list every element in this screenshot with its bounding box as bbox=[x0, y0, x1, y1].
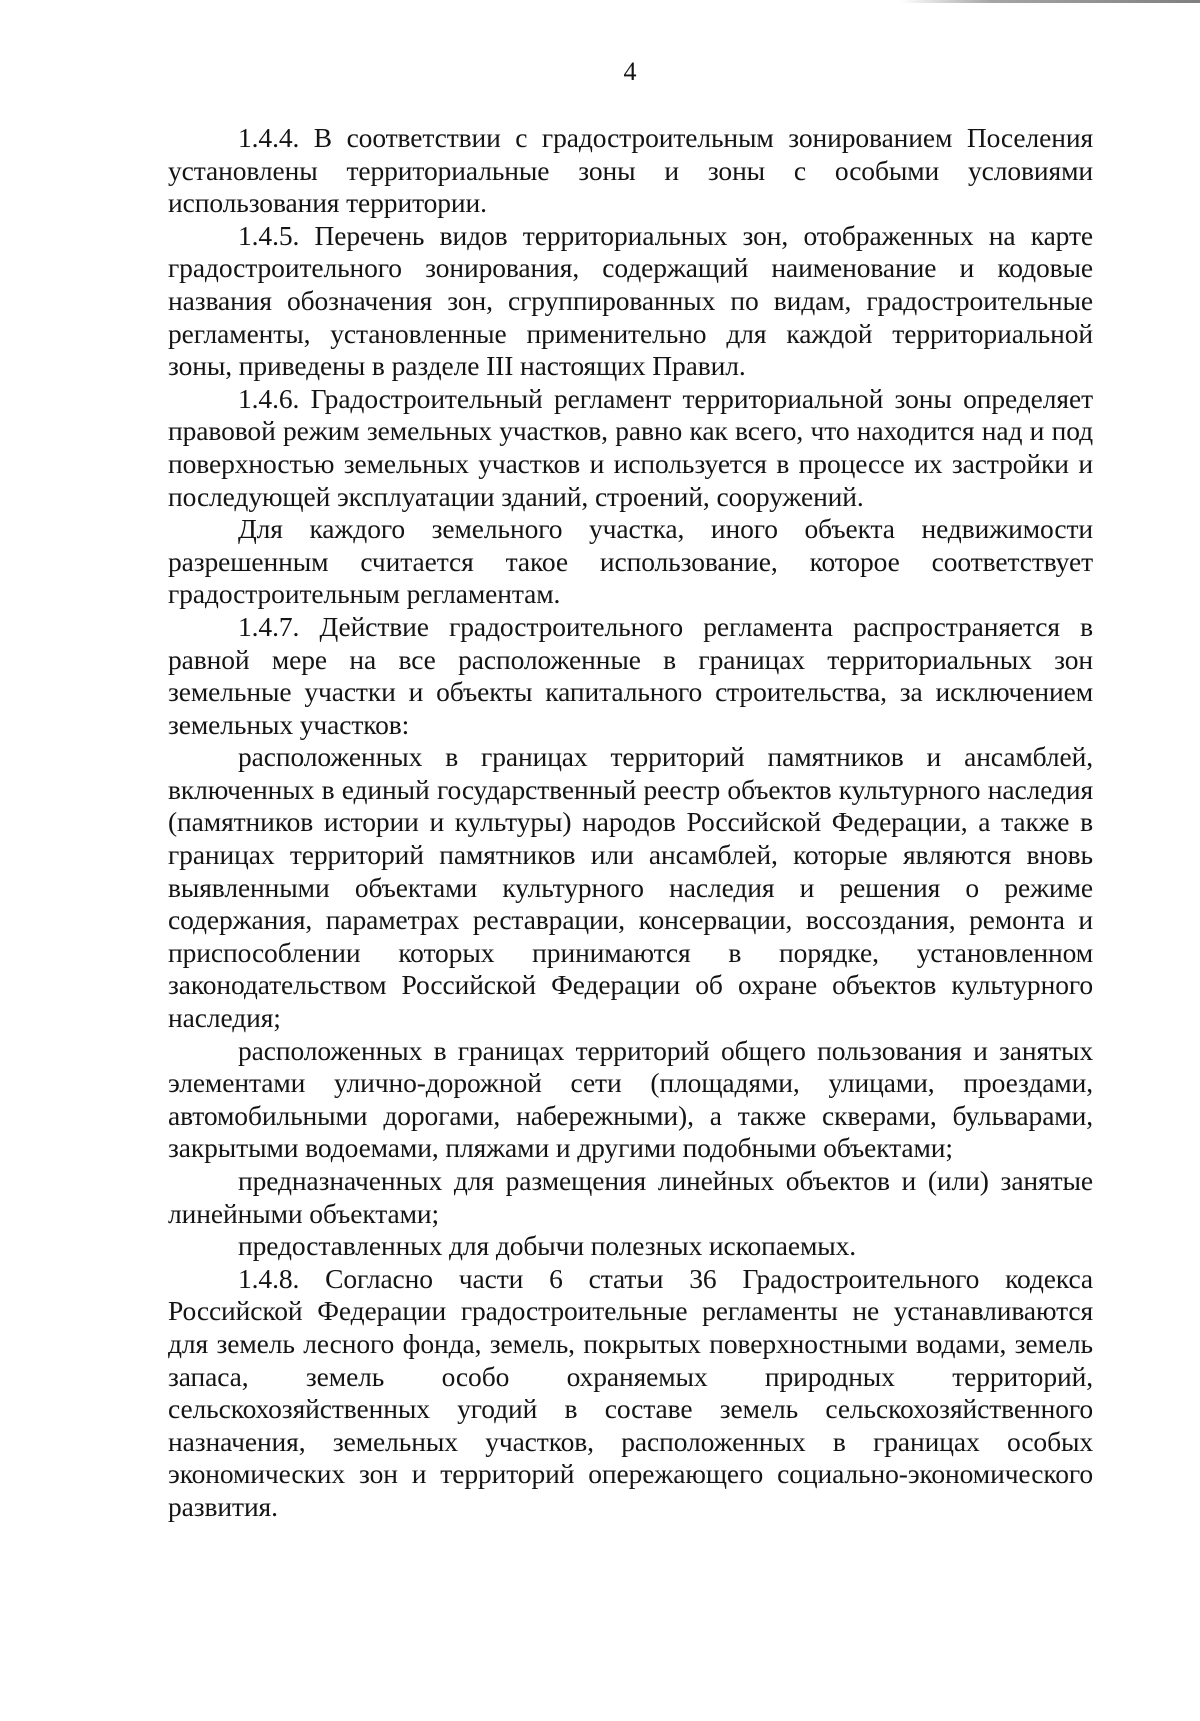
paragraph-land-use: Для каждого земельного участка, иного объекта недвижимости разрешенным считается такое использование, которое соответствует градостроительным регламентам. bbox=[168, 513, 1093, 610]
paragraph-exception-mining: предоставленных для добычи полезных ископаемых. bbox=[238, 1230, 857, 1262]
paragraph-1-4-8: 1.4.8. Согласно части 6 статьи 36 Градостроительного кодекса Российской Федерации градостроительные регламенты не устанавливаются для земель лесного фонда, земель, покрытых поверхностными водами, земель запаса, земель особо охраняемых природных территорий, сельскохозяйственных угодий в составе земель сельскохозяйственного назначения, земельных участков, расположенных в границах особых экономических зон и территорий опережающего социально-экономического развития. bbox=[168, 1262, 1093, 1522]
paragraph-1-4-6: 1.4.6. Градостроительный регламент территориальной зоны определяет правовой режим земельных участков, равно как всего, что находится над и под поверхностью земельных участков и используется в процессе их застройки и последующей эксплуатации зданий, строений, сооружений. bbox=[168, 382, 1093, 512]
paragraph-1-4-5: 1.4.5. Перечень видов территориальных зон, отображенных на карте градостроительного зонирования, содержащий наименование и кодовые названия обозначения зон, сгруппированных по видам, градостроительные регламенты, установленные применительно для каждой территориальной зоны, приведены в разделе III настоящих Правил. bbox=[168, 219, 1093, 382]
paragraph-1-4-4: 1.4.4. В соответствии с градостроительным зонированием Поселения установлены территориальные зоны и зоны с особыми условиями использования территории. bbox=[168, 122, 1093, 219]
paragraph-exception-public-use: расположенных в границах территорий общего пользования и занятых элементами улично-дорожной сети (площадями, улицами, проездами, автомобильными дорогами, набережными), а также скверами, бульварами, закрытыми водоемами, пляжами и другими подобными объектами; bbox=[168, 1034, 1093, 1164]
scan-edge-mark bbox=[900, 0, 1200, 3]
paragraph-exception-linear-objects: предназначенных для размещения линейных объектов и (или) занятые линейными объектами; bbox=[168, 1165, 1093, 1229]
paragraph-1-4-7: 1.4.7. Действие градостроительного регламента распространяется в равной мере на все расположенные в границах территориальных зон земельные участки и объекты капитального строительства, за исключением земельных участков: bbox=[168, 610, 1093, 740]
paragraph-exception-heritage: расположенных в границах территорий памятников и ансамблей, включенных в единый государственный реестр объектов культурного наследия (памятников истории и культуры) народов Российской Федерации, а также в границах территорий памятников или ансамблей, которые являются вновь выявленными объектами культурного наследия и решения о режиме содержания, параметрах реставрации, консервации, воссоздания, ремонта и приспособлении которых принимаются в порядке, установленном законодательством Российской Федерации об охране объектов культурного наследия; bbox=[168, 741, 1093, 1034]
document-body bbox=[168, 122, 1093, 1524]
page-number: 4 bbox=[623, 57, 637, 86]
